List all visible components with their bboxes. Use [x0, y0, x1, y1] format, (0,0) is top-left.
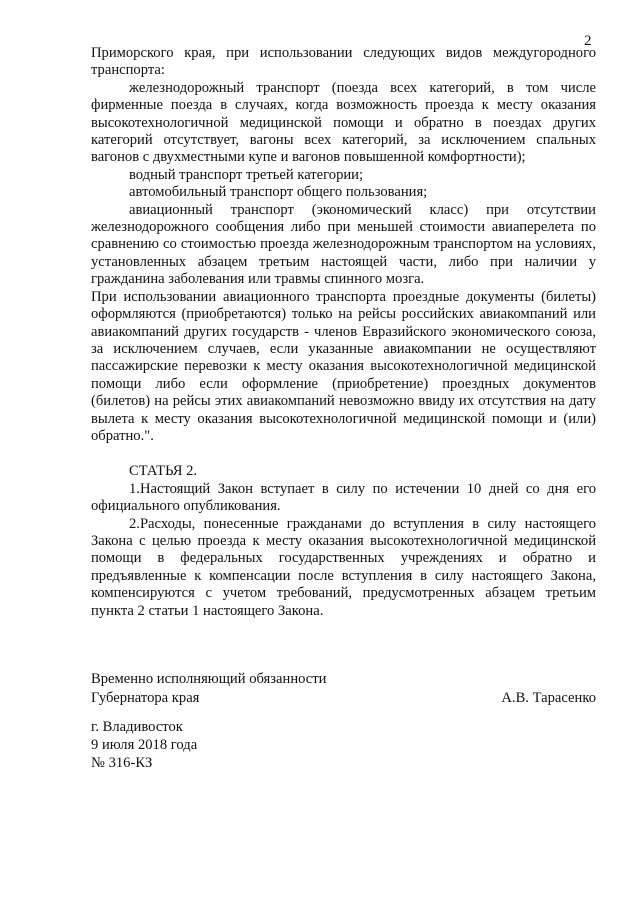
signer-name: А.В. Тарасенко	[501, 690, 596, 706]
signature-block	[91, 670, 596, 708]
paragraph: При использовании авиационного транспорта проездные документы (билеты) оформляются (приобретаются) только на рейсы российских авиакомпаний или авиакомпаний других государств - членов Евразийского экономического союза, за исключением случаев, если указанные авиакомпании не осуществляют пассажирские перевозки к месту оказания высокотехнологичной медицинской помощи либо если оформление (приобретение) проездных документов (билетов) на рейсы этих авиакомпаний невозможно ввиду их отсутствия на дату вылета к месту оказания высокотехнологичной медицинской помощи и (или) обратно.".	[91, 288, 596, 444]
page-number: 2	[584, 33, 592, 49]
signer-position-line2: Губернатора края	[91, 690, 200, 706]
document-meta	[91, 718, 197, 772]
paragraph: автомобильный транспорт общего пользования;	[129, 184, 428, 201]
paragraph: водный транспорт третьей категории;	[129, 166, 364, 183]
article-item: 1.Настоящий Закон вступает в силу по истечении 10 дней со дня его официального опубликования.	[91, 480, 596, 515]
signer-position-line1: Временно исполняющий обязанности	[91, 671, 327, 687]
signature-row	[91, 689, 596, 708]
article-item: 2.Расходы, понесенные гражданами до вступления в силу настоящего Закона с целью проезда к месту оказания высокотехнологичной медицинской помощи в федеральных государственных учреждениях и обратно и предъявленные к компенсации после вступления в силу настоящего Закона, компенсируются с учетом требований, предусмотренных абзацем третьим пункта 2 статьи 1 настоящего Закона.	[91, 515, 596, 619]
document-body	[91, 45, 596, 620]
paragraph: железнодорожный транспорт (поезда всех категорий, в том числе фирменные поезда в случаях, когда возможность проезда к месту оказания высокотехнологичной медицинской помощи и обратно в поездах других категорий отсутствует, вагоны всех категорий, за исключением спальных вагонов с двухместными купе и вагонов повышенной комфортности);	[91, 79, 596, 166]
date: 9 июля 2018 года	[91, 737, 198, 753]
law-number: № 316-КЗ	[91, 755, 153, 771]
paragraph: Приморского края, при использовании следующих видов междугородного транспорта:	[91, 45, 596, 79]
article-title: СТАТЬЯ 2.	[129, 463, 198, 480]
paragraph: авиационный транспорт (экономический класс) при отсутствии железнодорожного сообщения либо при меньшей стоимости авиаперелета по сравнению со стоимостью проезда железнодорожным транспортом на условиях, установленных абзацем третьим настоящей части, либо при наличии у гражданина заболевания или травмы спинного мозга.	[91, 201, 596, 288]
city: г. Владивосток	[91, 719, 183, 735]
